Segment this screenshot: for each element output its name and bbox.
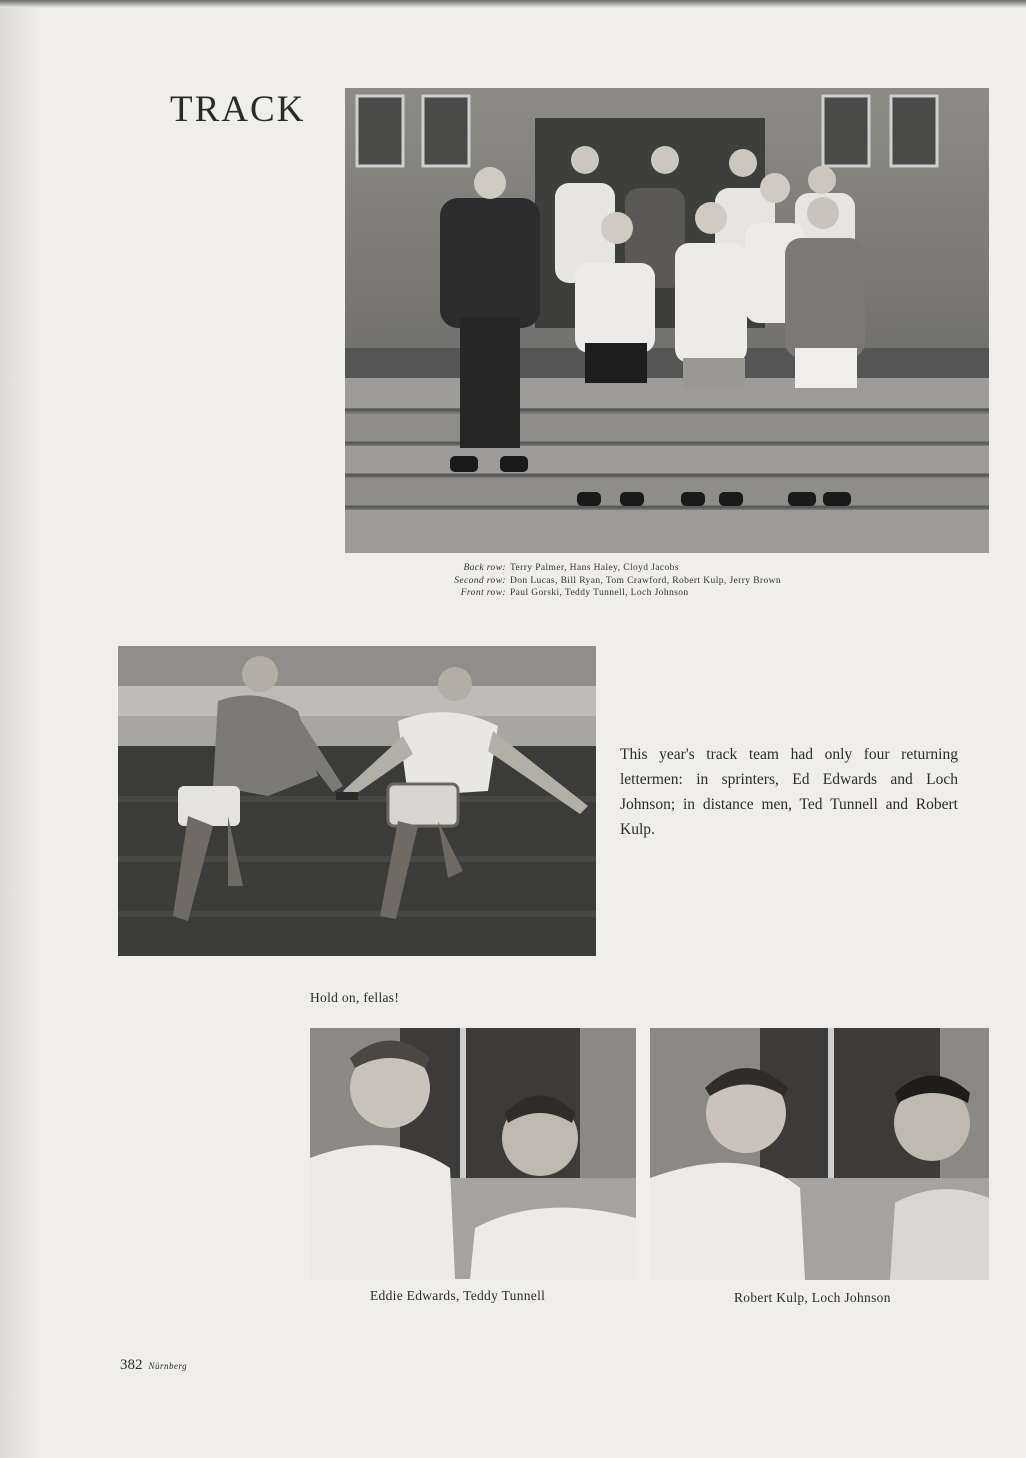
page-number: 382 xyxy=(120,1357,143,1373)
roster-list xyxy=(420,562,781,600)
publication-name: Nürnberg xyxy=(148,1361,188,1371)
page-top-shadow xyxy=(0,0,1026,8)
portrait-1-caption: Eddie Edwards, Teddy Tunnell xyxy=(370,1288,546,1303)
team-photo-image xyxy=(345,88,989,553)
roster-row-names: Don Lucas, Bill Ryan, Tom Crawford, Robert Kulp, Jerry Brown xyxy=(510,575,782,586)
roster-row xyxy=(420,562,781,575)
relay-caption: Hold on, fellas! xyxy=(310,990,400,1005)
portrait-photo-2 xyxy=(650,1028,989,1280)
page-title: TRACK xyxy=(170,89,306,130)
relay-photo-image xyxy=(118,646,596,956)
relay-photo xyxy=(118,646,596,956)
roster-row-names: Paul Gorski, Teddy Tunnell, Loch Johnson xyxy=(510,588,689,598)
roster-row xyxy=(420,575,781,588)
page-footer xyxy=(120,1357,187,1374)
roster-row-names: Terry Palmer, Hans Haley, Cloyd Jacobs xyxy=(510,563,679,573)
page-edge-shadow xyxy=(0,0,40,1458)
roster-row xyxy=(420,587,781,600)
portrait-photo-1 xyxy=(310,1028,636,1279)
portrait-photo-1-image xyxy=(310,1028,636,1279)
article-body: This year's track team had only four returning lettermen: in sprinters, Ed Edwards and Loch Johnson; in distance men, Ted Tunnell and Robert Kulp. xyxy=(620,746,958,838)
roster-row-label: Second row: xyxy=(454,575,506,586)
team-photo xyxy=(345,88,989,553)
portrait-photo-2-image xyxy=(650,1028,989,1280)
portrait-2-caption: Robert Kulp, Loch Johnson xyxy=(734,1290,891,1305)
roster-row-label: Back row: xyxy=(463,563,506,573)
roster-row-label: Front row: xyxy=(460,588,506,598)
